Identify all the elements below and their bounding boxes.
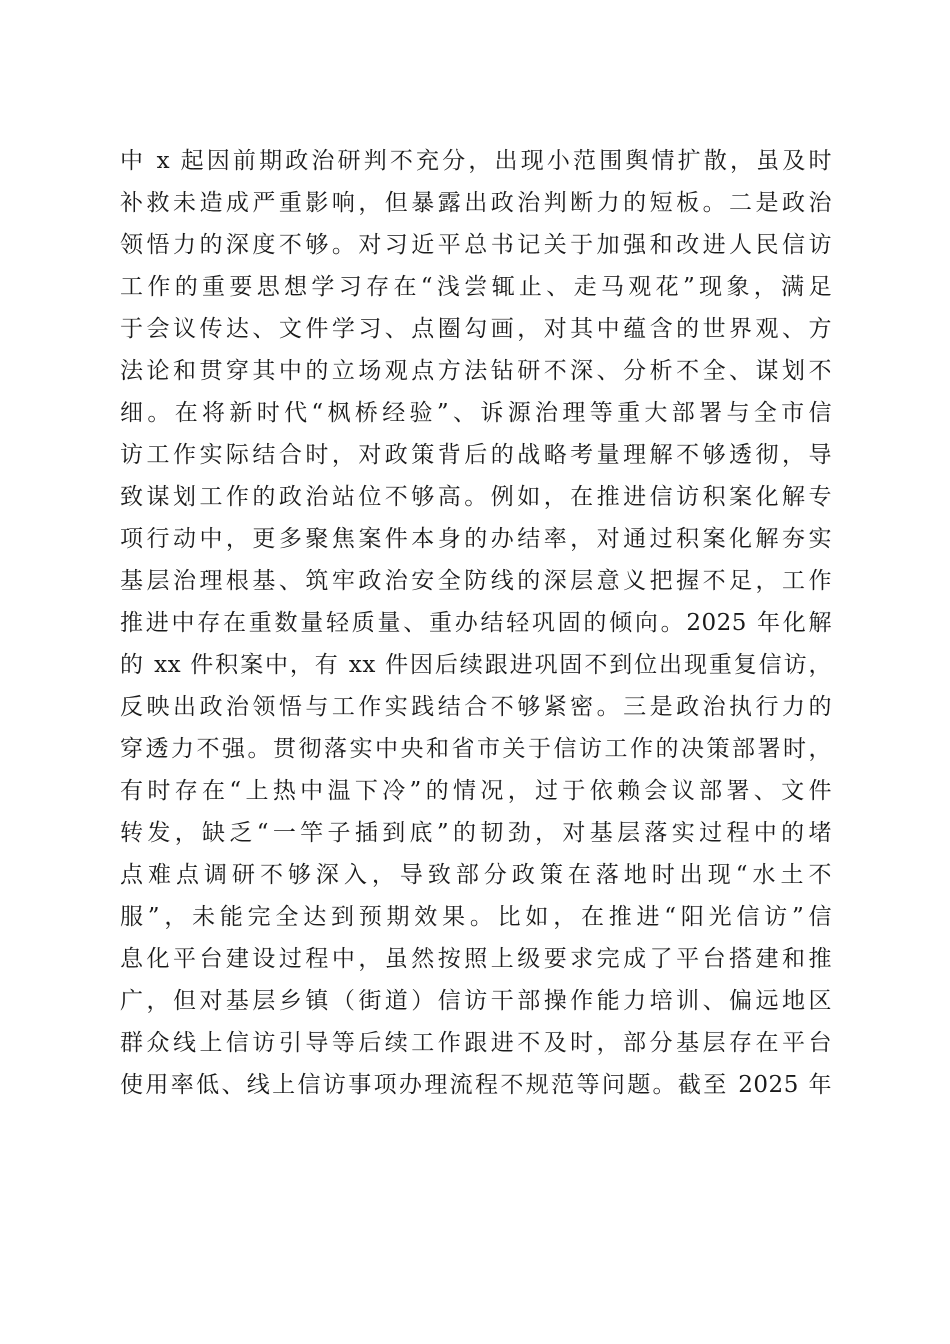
text-line: 服”，未能完全达到预期效果。比如，在推进“阳光信访”信 [120, 904, 832, 930]
text-line: 广，但对基层乡镇（街道）信访干部操作能力培训、偏远地区 [120, 988, 832, 1014]
text-line: 反映出政治领悟与工作实践结合不够紧密。三是政治执行力的 [120, 694, 832, 720]
text-line: 于会议传达、文件学习、点圈勾画，对其中蕴含的世界观、方 [120, 316, 832, 342]
text-line: 群众线上信访引导等后续工作跟进不及时，部分基层存在平台 [120, 1030, 832, 1056]
text-line: 领悟力的深度不够。对习近平总书记关于加强和改进人民信访 [120, 232, 832, 258]
text-line: 点难点调研不够深入，导致部分政策在落地时出现“水土不 [120, 862, 832, 888]
text-line: 的 xx 件积案中，有 xx 件因后续跟进巩固不到位出现重复信访， [120, 652, 832, 678]
text-line: 补救未造成严重影响，但暴露出政治判断力的短板。二是政治 [120, 190, 832, 216]
text-line: 推进中存在重数量轻质量、重办结轻巩固的倾向。2025 年化解 [120, 610, 832, 636]
text-line: 有时存在“上热中温下冷”的情况，过于依赖会议部署、文件 [120, 778, 832, 804]
text-line: 项行动中，更多聚焦案件本身的办结率，对通过积案化解夯实 [120, 526, 832, 552]
text-line: 基层治理根基、筑牢政治安全防线的深层意义把握不足，工作 [120, 568, 832, 594]
text-line: 使用率低、线上信访事项办理流程不规范等问题。截至 2025 年 [120, 1072, 832, 1098]
text-line: 工作的重要思想学习存在“浅尝辄止、走马观花”现象，满足 [120, 274, 832, 300]
text-line: 转发，缺乏“一竿子插到底”的韧劲，对基层落实过程中的堵 [120, 820, 832, 846]
text-line: 穿透力不强。贯彻落实中央和省市关于信访工作的决策部署时， [120, 736, 832, 762]
text-line: 中 x 起因前期政治研判不充分，出现小范围舆情扩散，虽及时 [120, 148, 832, 174]
text-line: 访工作实际结合时，对政策背后的战略考量理解不够透彻，导 [120, 442, 832, 468]
text-line: 息化平台建设过程中，虽然按照上级要求完成了平台搭建和推 [120, 946, 832, 972]
body-text [120, 140, 832, 1106]
text-line: 细。在将新时代“枫桥经验”、诉源治理等重大部署与全市信 [120, 400, 832, 426]
text-line: 致谋划工作的政治站位不够高。例如，在推进信访积案化解专 [120, 484, 832, 510]
text-line: 法论和贯穿其中的立场观点方法钻研不深、分析不全、谋划不 [120, 358, 832, 384]
